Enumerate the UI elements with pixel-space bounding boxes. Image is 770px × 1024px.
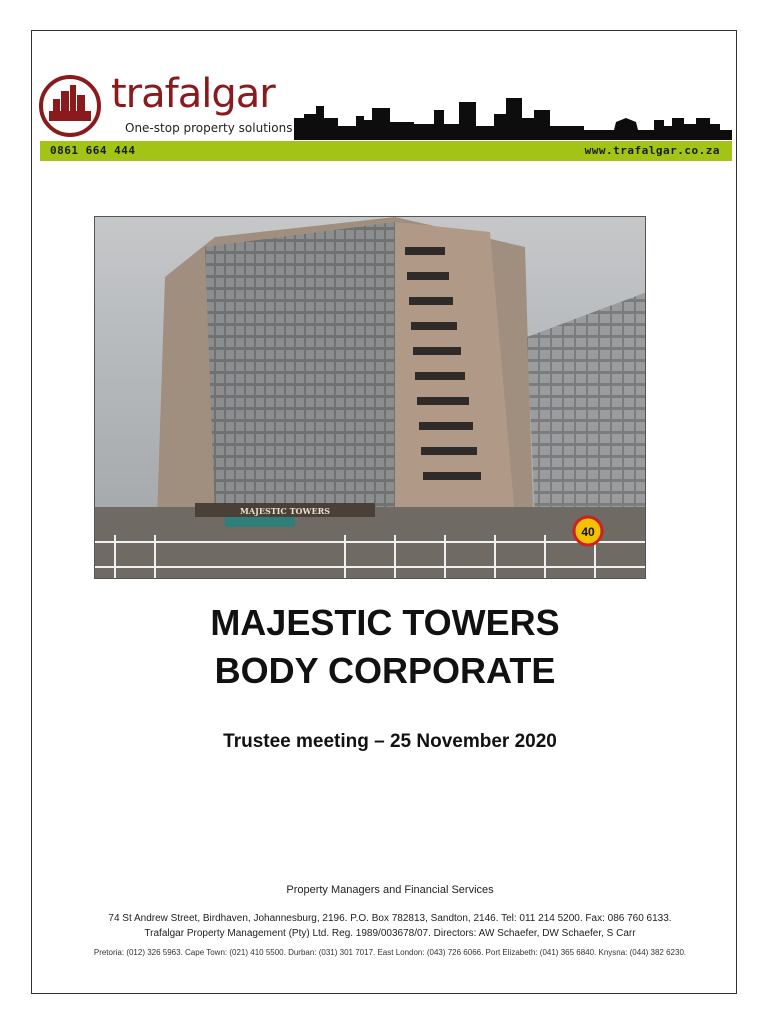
services-line: Property Managers and Financial Services [286, 884, 494, 896]
logo-emblem-icon [39, 75, 101, 137]
majestic-towers-image [95, 217, 646, 579]
document-title [32, 599, 738, 695]
trafalgar-logo [39, 69, 299, 139]
title-line-2: BODY CORPORATE [214, 650, 556, 691]
branch-contacts: Pretoria: (012) 326 5963. Cape Town: (021) 410 5500. Durban: (031) 301 7017. East London: (043) 726 6066. Port Elizabeth: (041) 365 6840. Knysna: (044) 382 6230. [93, 948, 687, 957]
title-line-1: MAJESTIC TOWERS [210, 602, 560, 643]
address-line-1: 74 St Andrew Street, Birdhaven, Johannesburg, 2196. P.O. Box 782813, Sandton, 2146. Tel: 011 214 5200. Fax: 086 760 6133. [108, 913, 672, 924]
brand-name: trafalgar [111, 71, 275, 117]
building-photo [94, 216, 646, 579]
speed-limit-sign: 40 [581, 525, 595, 539]
address-line-2: Trafalgar Property Management (Pty) Ltd. Reg. 1989/003678/07. Directors: AW Schaefer, DW Schaefer, S Carr [144, 928, 636, 939]
contact-bar [40, 141, 732, 161]
brand-tagline: One-stop property solutions [125, 121, 293, 135]
building-sign: MAJESTIC TOWERS [240, 506, 330, 516]
city-skyline-graphic [294, 96, 732, 140]
meeting-subtitle: Trustee meeting – 25 November 2020 [223, 731, 557, 752]
website-link[interactable]: www.trafalgar.co.za [584, 144, 720, 157]
phone-number: 0861 664 444 [50, 144, 136, 157]
address-block [32, 911, 748, 941]
document-page [31, 30, 737, 994]
